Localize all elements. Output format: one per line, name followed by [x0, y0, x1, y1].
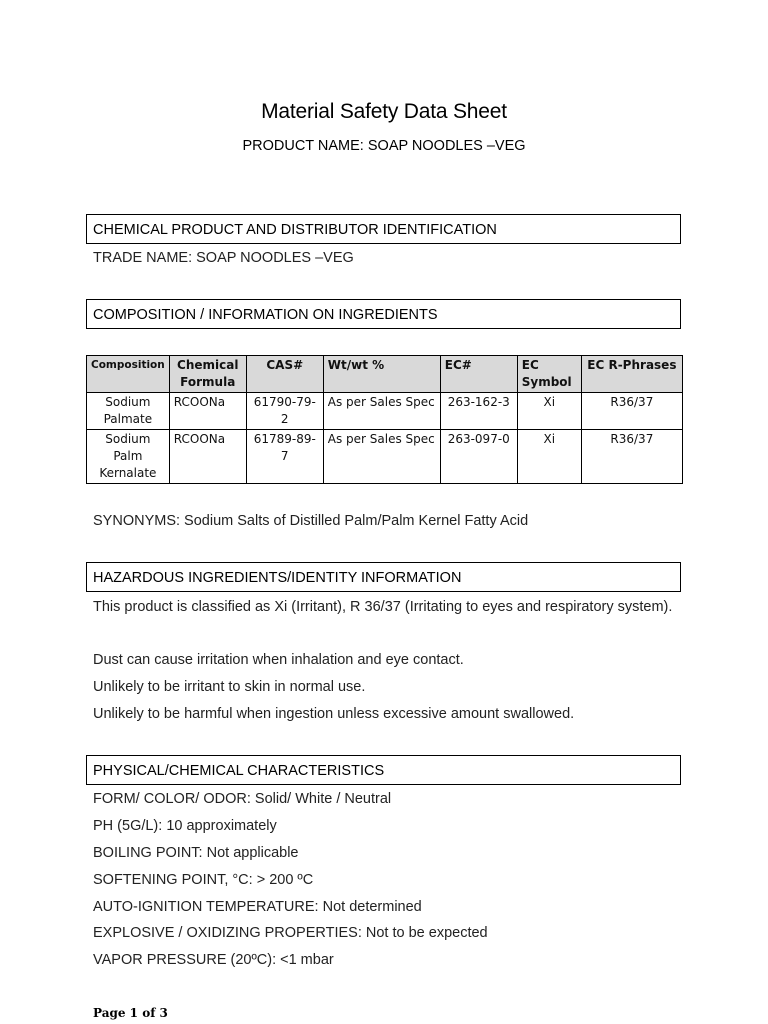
- cell-cas: 61790-79-2: [246, 393, 323, 430]
- property-explosive: EXPLOSIVE / OXIDIZING PROPERTIES: Not to be expected: [93, 925, 488, 941]
- cell-formula: RCOONa: [169, 430, 246, 484]
- page-number: Page 1 of 3: [93, 1006, 168, 1020]
- section-heading-hazardous: HAZARDOUS INGREDIENTS/IDENTITY INFORMATION: [86, 562, 681, 592]
- cell-composition: Sodium Palm Kernalate: [87, 430, 170, 484]
- property-boiling: BOILING POINT: Not applicable: [93, 845, 299, 861]
- table-header-composition: Composition: [87, 356, 170, 393]
- cell-formula: RCOONa: [169, 393, 246, 430]
- cell-wt: As per Sales Spec: [323, 393, 440, 430]
- table-row: [87, 393, 683, 430]
- cell-ec-symbol: Xi: [517, 430, 581, 484]
- cell-r-phrases: R36/37: [581, 393, 682, 430]
- table-row: [87, 430, 683, 484]
- synonyms: SYNONYMS: Sodium Salts of Distilled Palm/Palm Kernel Fatty Acid: [93, 513, 529, 529]
- product-name: PRODUCT NAME: SOAP NOODLES –VEG: [242, 138, 526, 154]
- table-header-wt: Wt/wt %: [323, 356, 440, 393]
- section-heading-physical: PHYSICAL/CHEMICAL CHARACTERISTICS: [86, 755, 681, 785]
- cell-r-phrases: R36/37: [581, 430, 682, 484]
- section-heading-composition: COMPOSITION / INFORMATION ON INGREDIENTS: [86, 299, 681, 329]
- property-softening: SOFTENING POINT, °C: > 200 ºC: [93, 872, 314, 888]
- cell-cas: 61789-89-7: [246, 430, 323, 484]
- cell-composition: Sodium Palmate: [87, 393, 170, 430]
- document-title: Material Safety Data Sheet: [261, 100, 507, 123]
- property-vapor: VAPOR PRESSURE (20ºC): <1 mbar: [93, 952, 334, 968]
- cell-ec: 263-097-0: [440, 430, 517, 484]
- property-autoignition: AUTO-IGNITION TEMPERATURE: Not determined: [93, 899, 422, 915]
- trade-name: TRADE NAME: SOAP NOODLES –VEG: [93, 250, 354, 266]
- table-header-cas: CAS#: [246, 356, 323, 393]
- table-header-ec-symbol: EC Symbol: [517, 356, 581, 393]
- hazard-classification: This product is classified as Xi (Irritant), R 36/37 (Irritating to eyes and respiratory system).: [93, 599, 673, 615]
- cell-ec: 263-162-3: [440, 393, 517, 430]
- property-ph: PH (5G/L): 10 approximately: [93, 818, 277, 834]
- hazard-dust: Dust can cause irritation when inhalation and eye contact.: [93, 652, 464, 668]
- cell-wt: As per Sales Spec: [323, 430, 440, 484]
- table-header-row: [87, 356, 683, 393]
- table-header-ec: EC#: [440, 356, 517, 393]
- section-heading-identification: CHEMICAL PRODUCT AND DISTRIBUTOR IDENTIFICATION: [86, 214, 681, 244]
- property-form: FORM/ COLOR/ ODOR: Solid/ White / Neutral: [93, 791, 392, 807]
- composition-table: [86, 355, 683, 484]
- hazard-ingestion: Unlikely to be harmful when ingestion unless excessive amount swallowed.: [93, 706, 575, 722]
- table-header-formula: Chemical Formula: [169, 356, 246, 393]
- table-header-r-phrases: EC R-Phrases: [581, 356, 682, 393]
- hazard-skin: Unlikely to be irritant to skin in normal use.: [93, 679, 366, 695]
- cell-ec-symbol: Xi: [517, 393, 581, 430]
